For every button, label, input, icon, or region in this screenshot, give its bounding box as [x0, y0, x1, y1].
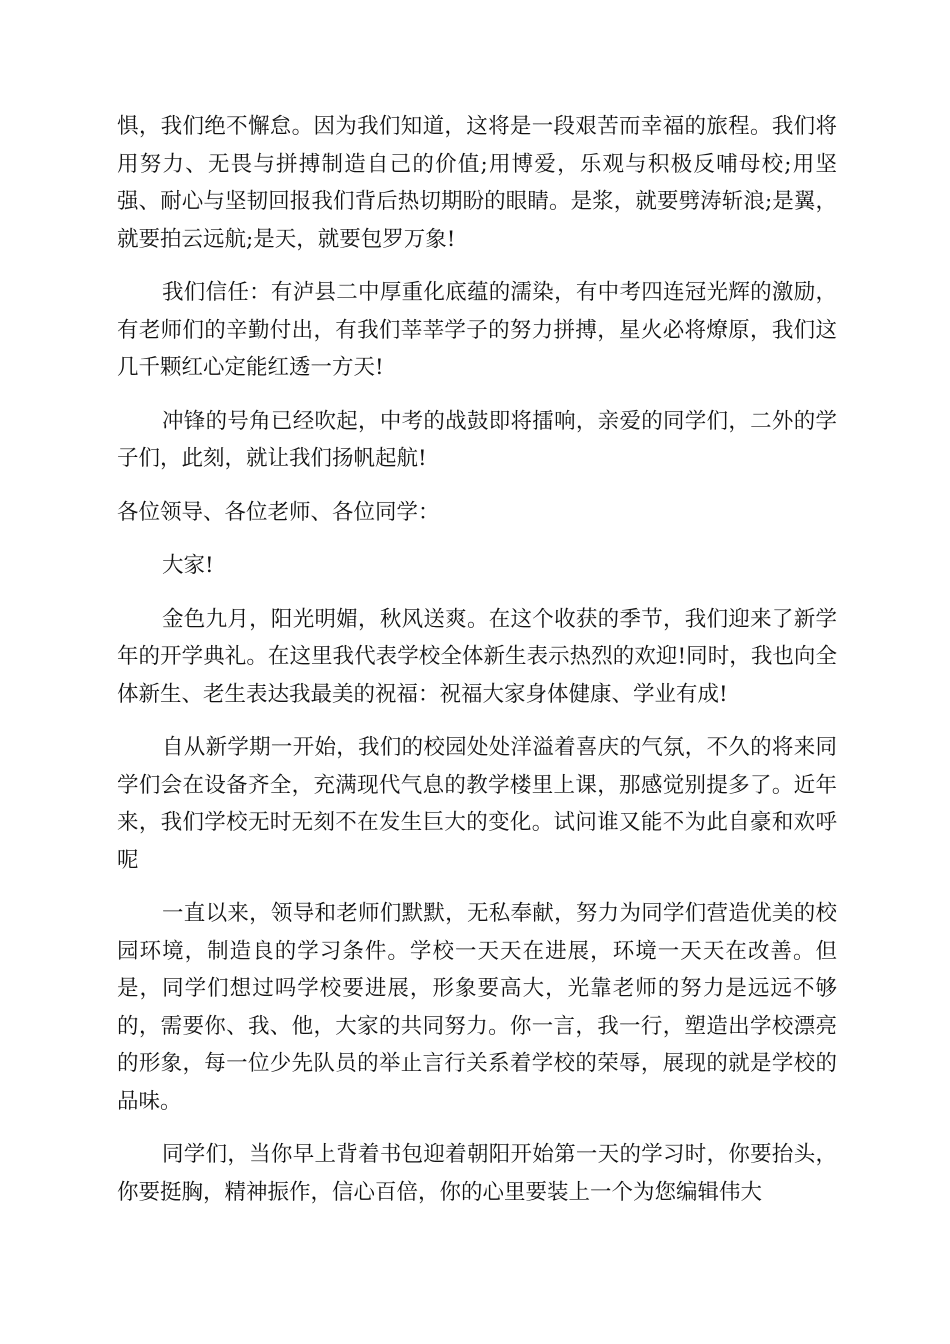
paragraph-1: 惧，我们绝不懈怠。因为我们知道，这将是一段艰苦而幸福的旅程。我们将用努力、无畏与拼搏制造自己的价值;用博爱，乐观与积极反哺母校;用坚强、耐心与坚韧回报我们背后热切期盼的眼睛。是浆，就要劈涛斩浪;是翼，就要拍云远航;是天，就要包罗万象! — [117, 114, 837, 252]
paragraph-7: 自从新学期一开始，我们的校园处处洋溢着喜庆的气氛，不久的将来同学们会在设备齐全，充满现代气息的教学楼里上课，那感觉别提多了。近年来，我们学校无时无刻不在发生巨大的变化。试问谁又能不为此自豪和欢呼呢 — [117, 735, 837, 873]
paragraph-6: 金色九月，阳光明媚，秋风送爽。在这个收获的季节，我们迎来了新学年的开学典礼。在这里我代表学校全体新生表示热烈的欢迎!同时，我也向全体新生、老生表达我最美的祝福：祝福大家身体健康、学业有成! — [117, 606, 837, 707]
paragraph-8: 一直以来，领导和老师们默默，无私奉献，努力为同学们营造优美的校园环境，制造良的学习条件。学校一天天在进展，环境一天天在改善。但是，同学们想过吗学校要进展，形象要高大，光靠老师的努力是远远不够的，需要你、我、他，大家的共同努力。你一言，我一行，塑造出学校漂亮的形象，每一位少先队员的举止言行关系着学校的荣辱，展现的就是学校的品味。 — [117, 901, 837, 1114]
paragraph-3: 冲锋的号角已经吹起，中考的战鼓即将擂响，亲爱的同学们，二外的学子们，此刻，就让我们扬帆起航! — [117, 408, 837, 471]
greeting: 大家! — [162, 553, 214, 578]
document-page — [117, 108, 837, 1211]
salutation: 各位领导、各位老师、各位同学： — [117, 499, 440, 525]
paragraph-2: 我们信任：有泸县二中厚重化底蕴的濡染，有中考四连冠光辉的激励，有老师们的辛勤付出，有我们莘莘学子的努力拼搏，星火必将燎原，我们这几千颗红心定能红透一方天! — [117, 280, 837, 380]
paragraph-9: 同学们，当你早上背着书包迎着朝阳开始第一天的学习时，你要抬头，你要挺胸，精神振作，信心百倍，你的心里要装上一个为您编辑伟大 — [117, 1142, 837, 1205]
